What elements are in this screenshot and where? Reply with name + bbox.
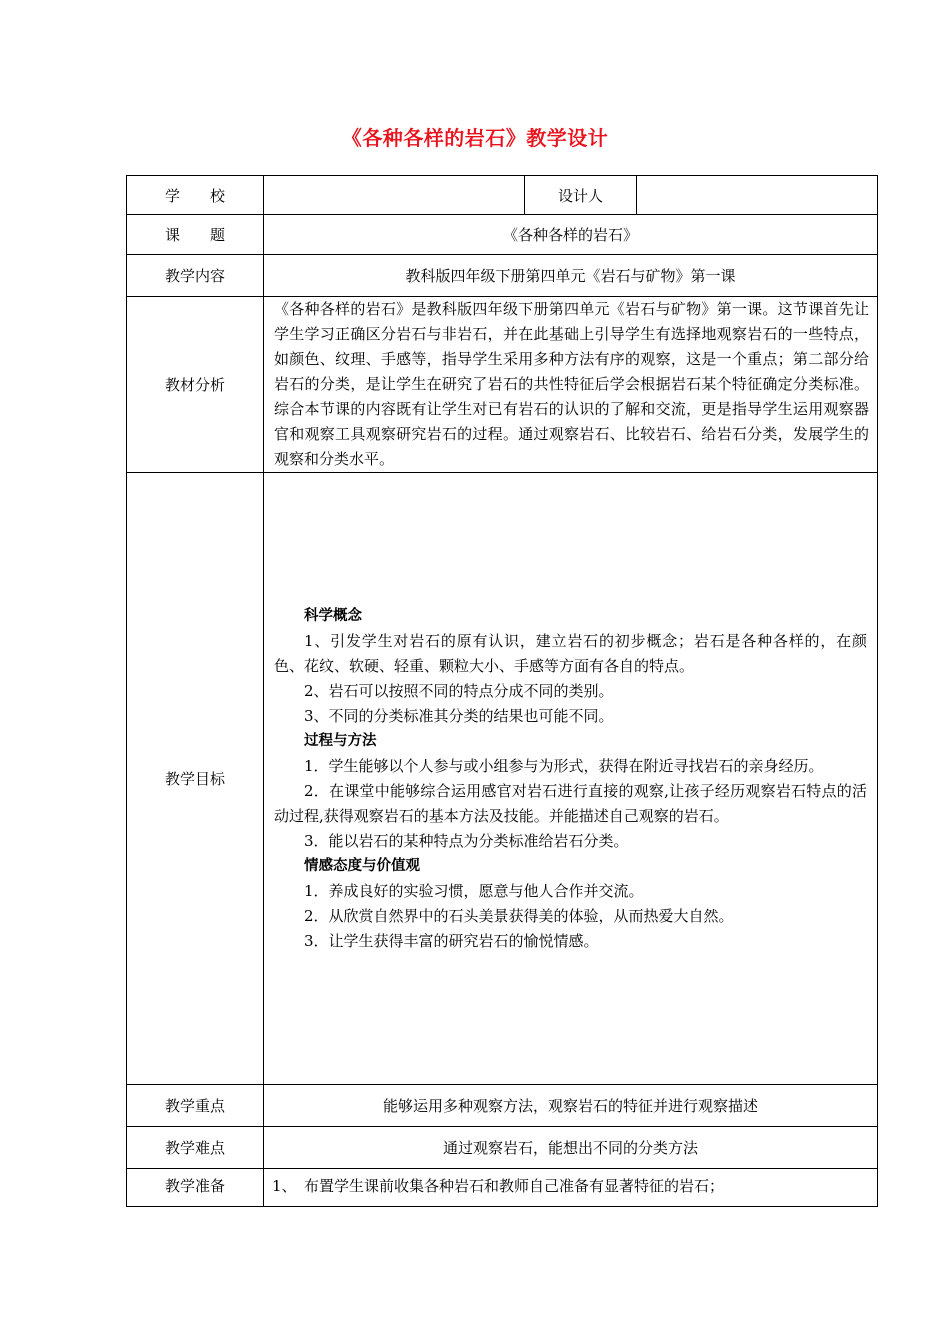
difficult-value: 通过观察岩石，能想出不同的分类方法 [264, 1127, 878, 1169]
designer-label: 设计人 [525, 176, 637, 215]
row-school [127, 176, 878, 215]
goals-content [264, 604, 877, 954]
goal-item: 3．能以岩石的某种特点为分类标准给岩石分类。 [304, 831, 629, 850]
goal-item: 2、岩石可以按照不同的特点分成不同的类别。 [304, 681, 614, 700]
analysis-text: 《各种各样的岩石》是教科版四年级下册第四单元《岩石与矿物》第一课。这节课首先让学生学习正确区分岩石与非岩石，并在此基础上引导学生有选择地观察岩石的一些特点，如颜色、纹理、手感等，指导学生采用多种方法有序的观察，这是一个重点；第二部分给岩石的分类，是让学生在研究了岩石的共性特征后学会根据岩石某个特征确定分类标准。综合本节课的内容既有让学生对已有岩石的认识的了解和交流，更是指导学生运用观察器官和观察工具观察研究岩石的过程。通过观察岩石、比较岩石、给岩石分类，发展学生的观察和分类水平。 [274, 300, 869, 468]
row-goals [127, 473, 878, 1085]
key-label: 教学重点 [127, 1085, 264, 1127]
prep-value: 1、 布置学生课前收集各种岩石和教师自己准备有显著特征的岩石； [272, 1177, 725, 1195]
topic-label: 课 题 [127, 215, 264, 255]
row-preparation [127, 1169, 878, 1207]
prep-label: 教学准备 [127, 1169, 264, 1207]
lesson-plan-table [126, 175, 878, 1207]
row-topic [127, 215, 878, 255]
prep-cell [264, 1169, 878, 1207]
analysis-label: 教材分析 [127, 297, 264, 473]
row-content [127, 255, 878, 297]
content-value: 教科版四年级下册第四单元《岩石与矿物》第一课 [264, 255, 878, 297]
designer-value [637, 176, 878, 215]
school-value [264, 176, 525, 215]
goal-item: 1、引发学生对岩石的原有认识，建立岩石的初步概念；岩石是各种各样的，在颜色、花纹、软硬、轻重、颗粒大小、手感等方面有各自的特点。 [274, 631, 867, 675]
row-difficult-point [127, 1127, 878, 1169]
goal-item: 2．在课堂中能够综合运用感官对岩石进行直接的观察,让孩子经历观察岩石特点的活动过程,获得观察岩石的基本方法及技能。并能描述自己观察的岩石。 [274, 781, 867, 825]
goals-label: 教学目标 [127, 473, 264, 1085]
school-label: 学 校 [127, 176, 264, 215]
row-key-point [127, 1085, 878, 1127]
analysis-cell [264, 297, 878, 473]
topic-value: 《各种各样的岩石》 [264, 215, 878, 255]
goal-item: 3．让学生获得丰富的研究岩石的愉悦情感。 [304, 931, 599, 950]
goal-item: 1．养成良好的实验习惯，愿意与他人合作并交流。 [304, 881, 644, 900]
goals-heading-concepts: 科学概念 [304, 607, 362, 624]
goal-item: 2．从欣赏自然界中的石头美景获得美的体验，从而热爱大自然。 [304, 906, 734, 925]
row-analysis [127, 297, 878, 473]
key-value: 能够运用多种观察方法，观察岩石的特征并进行观察描述 [264, 1085, 878, 1127]
goals-cell [264, 473, 878, 1085]
goal-item: 3、不同的分类标准其分类的结果也可能不同。 [304, 706, 614, 725]
content-label: 教学内容 [127, 255, 264, 297]
document-title: 《各种各样的岩石》教学设计 [341, 126, 609, 150]
goals-heading-process: 过程与方法 [304, 732, 377, 749]
goal-item: 1．学生能够以个人参与或小组参与为形式，获得在附近寻找岩石的亲身经历。 [304, 756, 824, 775]
goals-heading-attitude: 情感态度与价值观 [304, 857, 420, 874]
difficult-label: 教学难点 [127, 1127, 264, 1169]
